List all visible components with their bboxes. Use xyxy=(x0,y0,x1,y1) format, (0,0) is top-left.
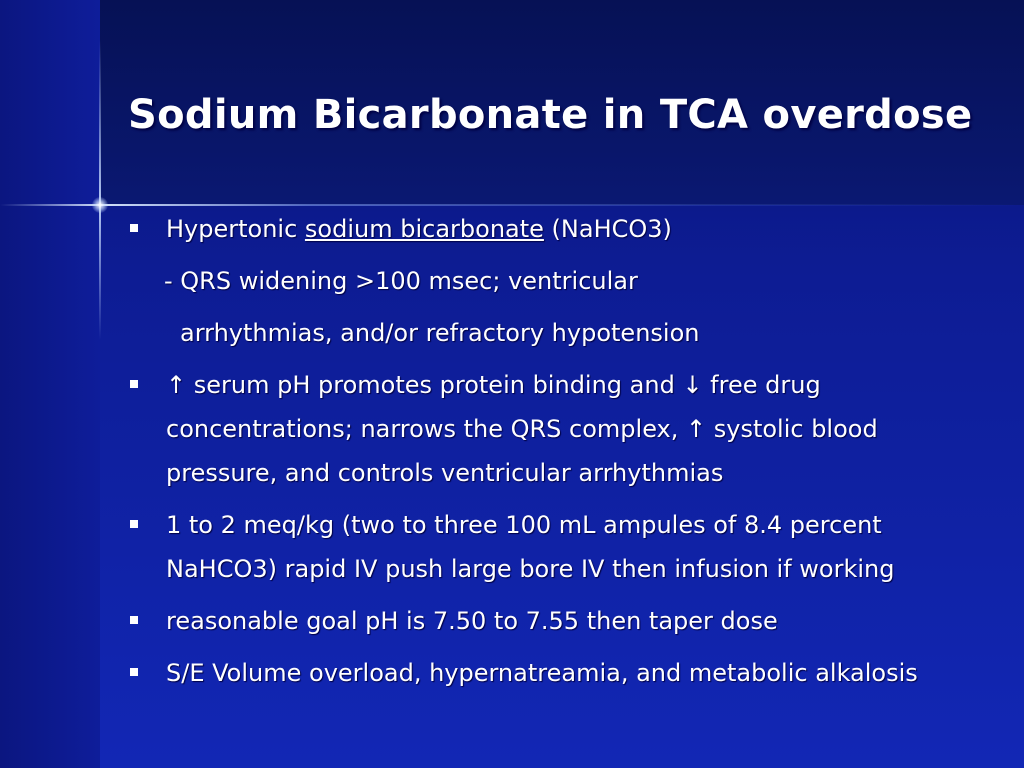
bullet-square-icon xyxy=(130,616,138,624)
bullet-square-icon xyxy=(130,520,138,528)
bullet-line: concentrations; narrows the QRS complex, ↑ systolic blood xyxy=(166,415,878,443)
bullet-item xyxy=(128,207,988,251)
bullet-line: NaHCO3) rapid IV push large bore IV then infusion if working xyxy=(166,555,895,583)
sparkle-icon xyxy=(92,197,108,213)
decorative-horizontal-line xyxy=(0,204,1024,206)
bullet-item xyxy=(128,651,988,695)
bullet-text: Hypertonic xyxy=(166,215,305,243)
bullet-square-icon xyxy=(130,380,138,388)
bullet-square-icon xyxy=(130,668,138,676)
left-band xyxy=(0,0,100,768)
sub-line: - QRS widening >100 msec; ventricular xyxy=(164,267,638,295)
bullet-item xyxy=(128,363,988,495)
sodium-bicarbonate-link[interactable]: sodium bicarbonate xyxy=(304,215,544,243)
bullet-line: ↑ serum pH promotes protein binding and ↓ free drug xyxy=(166,371,821,399)
bullet-square-icon xyxy=(130,224,138,232)
bullet-item xyxy=(128,599,988,643)
bullet-line: pressure, and controls ventricular arrhythmias xyxy=(166,459,724,487)
bullet-line: 1 to 2 meq/kg (two to three 100 mL ampules of 8.4 percent xyxy=(166,511,882,539)
bullet-text: (NaHCO3) xyxy=(543,215,672,243)
sub-line: arrhythmias, and/or refractory hypotension xyxy=(180,319,700,347)
bullet-line: S/E Volume overload, hypernatreamia, and metabolic alkalosis xyxy=(166,659,918,687)
bullet-item xyxy=(128,503,988,591)
slide-title: Sodium Bicarbonate in TCA overdose xyxy=(128,92,973,138)
bullet-line: reasonable goal pH is 7.50 to 7.55 then taper dose xyxy=(166,607,778,635)
slide-body xyxy=(128,207,988,695)
decorative-vertical-line xyxy=(99,40,101,340)
